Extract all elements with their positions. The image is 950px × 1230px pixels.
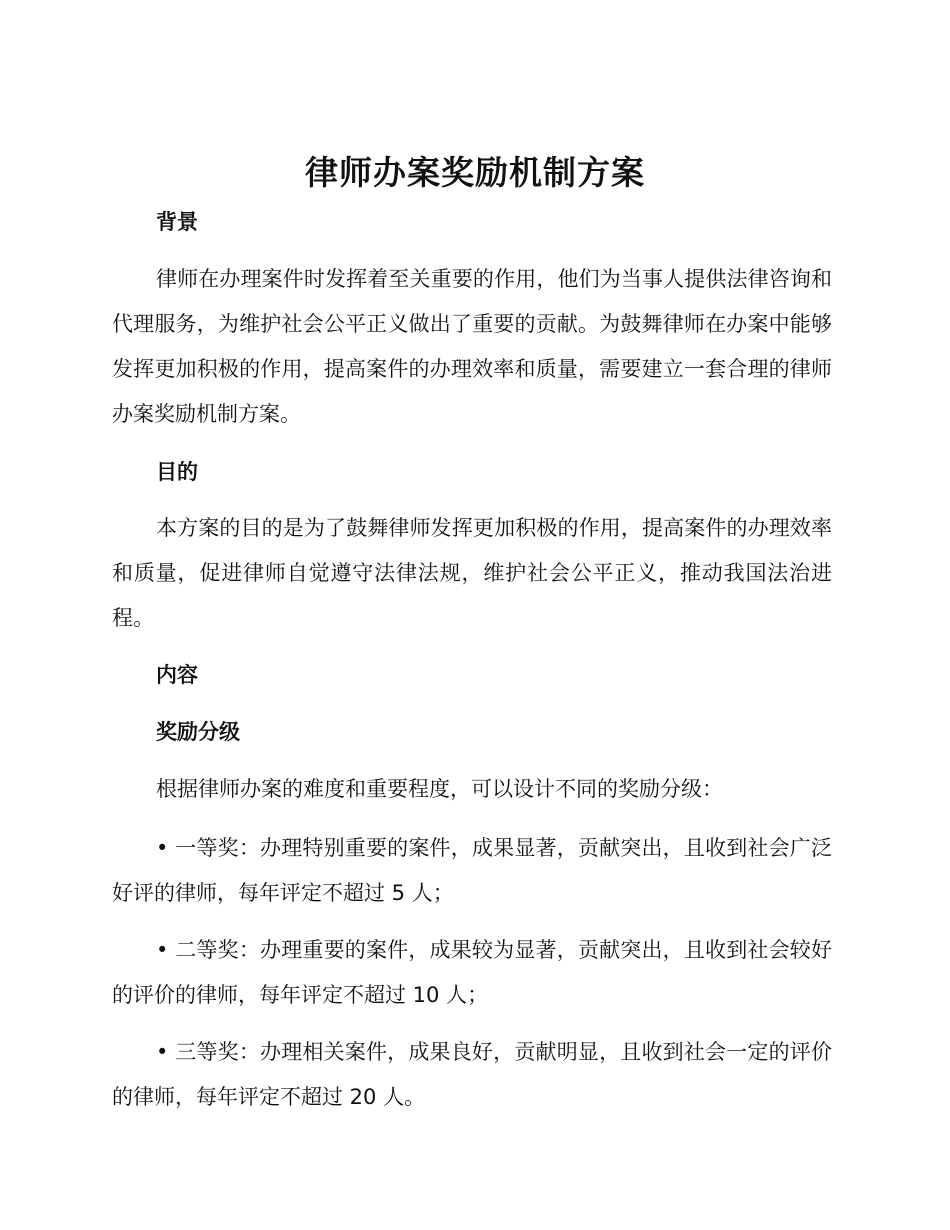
purpose-paragraph: 本方案的目的是为了鼓舞律师发挥更加积极的作用，提高案件的办理效率和质量，促进律师自觉遵守法律法规，维护社会公平正义，推动我国法治进程。 (112, 516, 832, 630)
list-item-third-prize: • 三等奖：办理相关案件，成果良好，贡献明显，且收到社会一定的评价的律师，每年评定不超过 20 人。 (112, 1040, 832, 1109)
document-title: 律师办案奖励机制方案 (305, 153, 645, 192)
list-item-first-prize: • 一等奖：办理特别重要的案件，成果显著，贡献突出，且收到社会广泛好评的律师，每年评定不超过 5 人； (112, 836, 832, 905)
section-heading-background: 背景 (156, 210, 198, 234)
reward-levels-intro: 根据律师办案的难度和重要程度，可以设计不同的奖励分级： (156, 777, 723, 801)
subsection-heading-reward-levels: 奖励分级 (156, 720, 240, 744)
background-paragraph: 律师在办理案件时发挥着至关重要的作用，他们为当事人提供法律咨询和代理服务，为维护社会公平正义做出了重要的贡献。为鼓舞律师在办案中能够发挥更加积极的作用，提高案件的办理效率和质量，需要建立一套合理的律师办案奖励机制方案。 (112, 267, 832, 426)
list-item-second-prize: • 二等奖：办理重要的案件，成果较为显著，贡献突出，且收到社会较好的评价的律师，每年评定不超过 10 人； (112, 938, 832, 1007)
section-heading-purpose: 目的 (156, 460, 198, 484)
section-heading-content: 内容 (156, 663, 198, 687)
